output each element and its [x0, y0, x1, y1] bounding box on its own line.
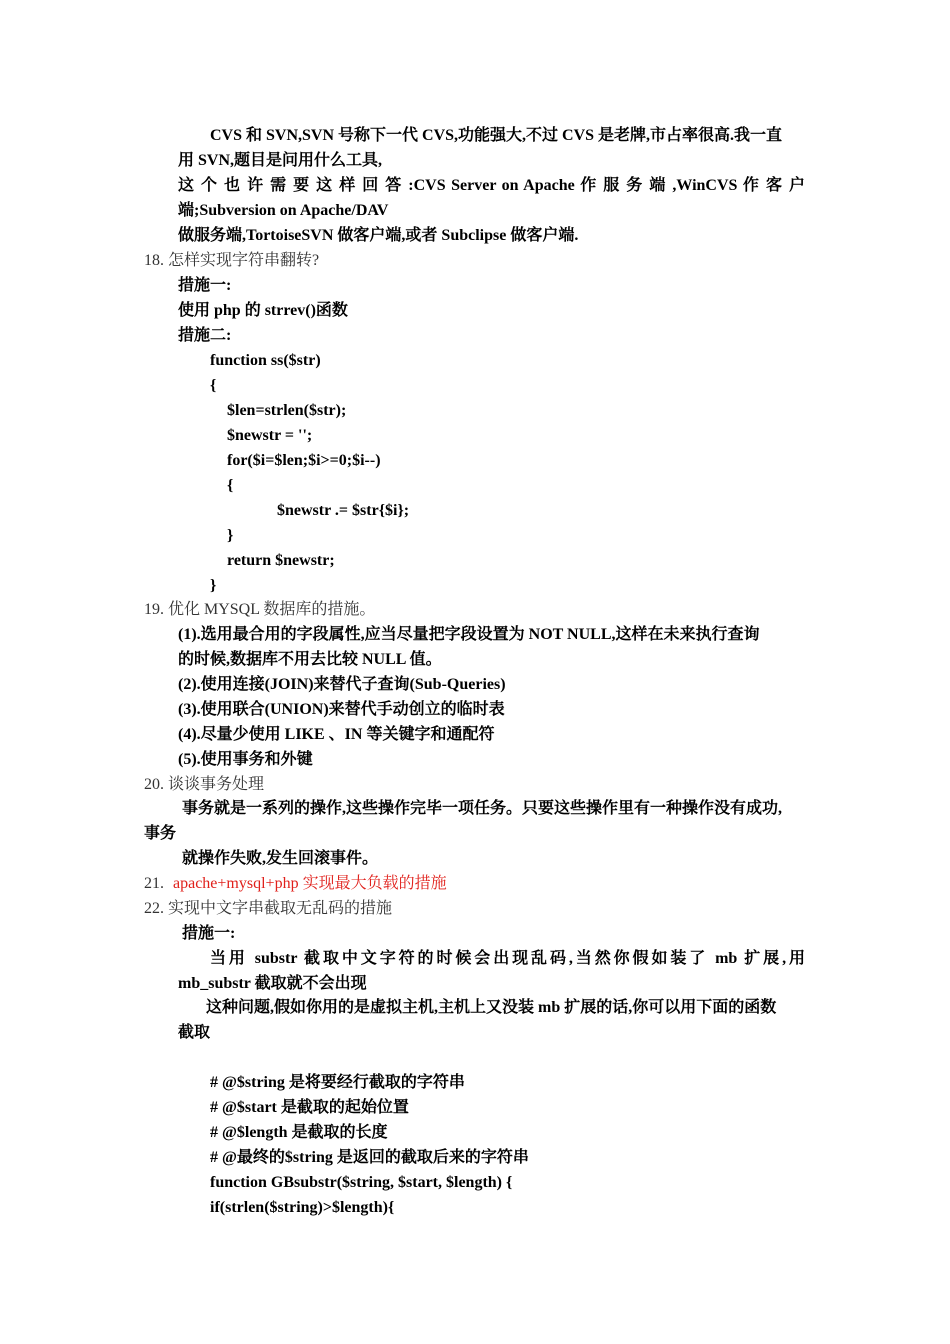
paragraph-line: 截取	[178, 1024, 211, 1041]
list-item: (5).使用事务和外键	[178, 751, 313, 768]
list-item: (1).选用最合用的字段属性,应当尽量把字段设置为 NOT NULL,这样在未来执行查询	[178, 626, 760, 643]
code-line: for($i=$len;$i>=0;$i--)	[227, 452, 381, 469]
code-line: {	[227, 477, 234, 494]
paragraph-line: mb_substr 截取就不会出现	[178, 975, 367, 992]
paragraph-line: 事务就是一系列的操作,这些操作完毕一项任务。只要这些操作里有一种操作没有成功,	[182, 800, 783, 817]
code-line: if(strlen($string)>$length){	[210, 1199, 395, 1216]
question-heading-18: 18. 怎样实现字符串翻转?	[144, 252, 320, 269]
code-line: $len=strlen($str);	[227, 402, 347, 419]
paragraph-line: 端;Subversion on Apache/DAV	[178, 202, 389, 219]
question-number-21: 21.	[144, 875, 164, 892]
paragraph-line: 用 SVN,题目是问用什么工具,	[178, 152, 383, 169]
method-label: 措施一:	[182, 925, 236, 942]
code-line: }	[227, 527, 234, 544]
paragraph-line: 这 个 也 许 需 要 这 样 回 答 :CVS Server on Apache 作 服 务 端 ,WinCVS 作 客 户	[178, 177, 805, 194]
code-line: {	[210, 377, 217, 394]
question-heading-20: 20. 谈谈事务处理	[144, 776, 265, 793]
paragraph-line: 这种问题,假如你用的是虚拟主机,主机上又没装 mb 扩展的话,你可以用下面的函数	[206, 999, 777, 1016]
method-label: 措施二:	[178, 327, 232, 344]
paragraph-line: 事务	[144, 825, 177, 842]
question-heading-21: apache+mysql+php 实现最大负载的措施	[173, 875, 447, 892]
paragraph-line: 就操作失败,发生回滚事件。	[182, 850, 379, 867]
code-comment: # @最终的$string 是返回的截取后来的字符串	[210, 1149, 529, 1166]
code-line: $newstr = '';	[227, 427, 313, 444]
code-line: }	[210, 577, 217, 594]
code-line: $newstr .= $str{$i};	[277, 502, 410, 519]
method-label: 措施一:	[178, 277, 232, 294]
paragraph-line: 使用 php 的 strrev()函数	[178, 302, 348, 319]
code-comment: # @$length 是截取的长度	[210, 1124, 388, 1141]
paragraph-line: 当用 substr 截取中文字符的时候会出现乱码,当然你假如装了 mb 扩展,用	[210, 950, 805, 967]
code-line: function ss($str)	[210, 352, 321, 369]
paragraph-line: 做服务端,TortoiseSVN 做客户端,或者 Subclipse 做客户端.	[178, 227, 579, 244]
code-comment: # @$start 是截取的起始位置	[210, 1099, 409, 1116]
code-line: function GBsubstr($string, $start, $length) {	[210, 1174, 513, 1191]
question-heading-19: 19. 优化 MYSQL 数据库的措施。	[144, 601, 376, 618]
paragraph-line: CVS 和 SVN,SVN 号称下一代 CVS,功能强大,不过 CVS 是老牌,市占率很高.我一直	[210, 127, 783, 144]
question-heading-22: 22. 实现中文字串截取无乱码的措施	[144, 900, 393, 917]
list-item: 的时候,数据库不用去比较 NULL 值。	[178, 651, 442, 668]
code-line: return $newstr;	[227, 552, 335, 569]
list-item: (2).使用连接(JOIN)来替代子查询(Sub-Queries)	[178, 676, 506, 693]
list-item: (4).尽量少使用 LIKE 、IN 等关键字和通配符	[178, 726, 495, 743]
code-comment: # @$string 是将要经行截取的字符串	[210, 1074, 465, 1091]
list-item: (3).使用联合(UNION)来替代手动创立的临时表	[178, 701, 505, 718]
